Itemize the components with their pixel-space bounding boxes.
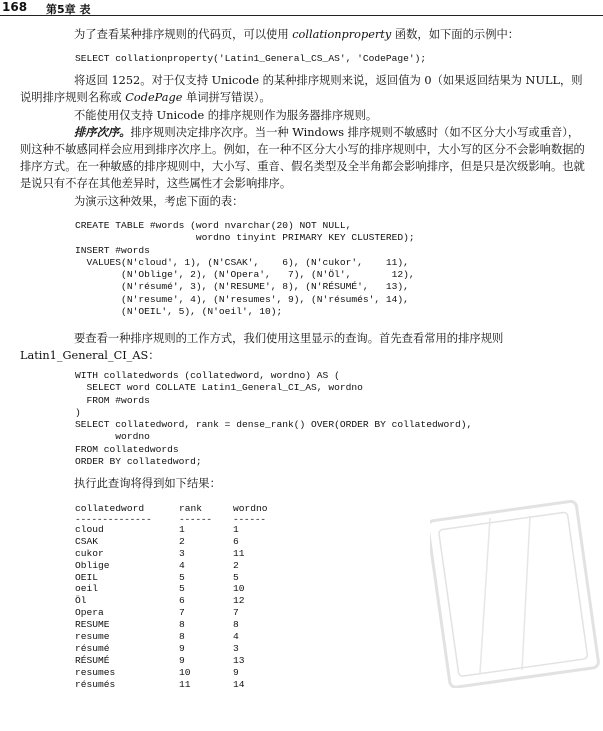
cell-rank: 6	[179, 595, 185, 607]
cell-wordno: 14	[233, 678, 245, 690]
table-row	[75, 619, 293, 631]
cell-word: OEIL	[75, 571, 99, 583]
cell-wordno: 4	[233, 631, 239, 643]
cell-word: résumé	[75, 642, 110, 654]
table-row	[75, 595, 293, 607]
results-table	[75, 503, 293, 691]
paragraph-demo-intro: 为演示这种效果，考虑下面的表：	[74, 195, 244, 208]
paragraph-codepage: 为了查看某种排序规则的代码页，可以使用 collationproperty 函数，如下面的示例中：	[74, 28, 520, 41]
cell-word: resume	[75, 631, 110, 643]
cell-word: Oblige	[75, 559, 110, 571]
table-row	[75, 631, 293, 643]
cell-word: Öl	[75, 595, 87, 607]
table-row	[75, 572, 293, 584]
results-separator-row	[75, 515, 293, 524]
header-rule	[0, 15, 603, 16]
header-collatedword: collatedword	[75, 503, 145, 514]
cell-word: Opera	[75, 607, 104, 619]
table-row	[75, 667, 293, 679]
cell-wordno: 6	[233, 535, 239, 547]
cell-wordno: 8	[233, 619, 239, 631]
cell-word: RESUME	[75, 619, 110, 631]
cell-wordno: 7	[233, 607, 239, 619]
cell-rank: 9	[179, 654, 185, 666]
cell-rank: 4	[179, 559, 185, 571]
cell-word: CSAK	[75, 535, 99, 547]
page-header	[0, 0, 603, 18]
cell-word: RÉSUMÉ	[75, 654, 110, 666]
table-row	[75, 679, 293, 691]
table-row	[75, 643, 293, 655]
cell-rank: 10	[179, 666, 191, 678]
table-row	[75, 536, 293, 548]
cell-word: cloud	[75, 523, 104, 535]
cell-rank: 3	[179, 547, 185, 559]
table-row	[75, 607, 293, 619]
code-query: WITH collatedwords (collatedword, wordno) AS ( SELECT word COLLATE Latin1_General_CI_AS, wordno FROM #words ) SELECT collatedword, rank = dense_rank() OVER(ORDER BY collatedword), wordno FROM collatedwords ORDER BY collatedword;	[75, 370, 473, 468]
table-row	[75, 655, 293, 667]
cell-wordno: 13	[233, 654, 245, 666]
paragraph-results-intro: 执行此查询将得到如下结果：	[74, 477, 221, 490]
header-wordno: wordno	[233, 503, 268, 514]
cell-rank: 5	[179, 583, 185, 595]
cell-rank: 9	[179, 642, 185, 654]
chapter-title: 第5章 表	[46, 3, 91, 16]
cell-wordno: 1	[233, 523, 239, 535]
separator-dashes: ------	[233, 513, 266, 525]
cell-rank: 1	[179, 523, 185, 535]
separator-dashes: ------	[179, 513, 212, 525]
cell-word: cukor	[75, 547, 104, 559]
cell-rank: 8	[179, 619, 185, 631]
cell-wordno: 5	[233, 571, 239, 583]
cell-wordno: 9	[233, 666, 239, 678]
paragraph-returns: 将返回 1252。对于仅支持 Unicode 的某种排序规则来说，返回值为 0（如果返回结果为 NULL，则说明排序规则名称或 CodePage 单词拼写错误）。	[20, 74, 583, 104]
code-collationproperty: SELECT collationproperty('Latin1_General_CS_AS', 'CodePage');	[75, 53, 427, 64]
cell-wordno: 10	[233, 583, 245, 595]
separator-dashes: --------------	[75, 513, 152, 525]
cell-rank: 7	[179, 607, 185, 619]
cell-word: resumes	[75, 666, 116, 678]
cell-rank: 5	[179, 571, 185, 583]
cell-wordno: 11	[233, 547, 245, 559]
paragraph-unicode-only: 不能使用仅支持 Unicode 的排序规则作为服务器排序规则。	[74, 109, 378, 122]
cell-rank: 8	[179, 631, 185, 643]
table-row	[75, 548, 293, 560]
cell-wordno: 2	[233, 559, 239, 571]
cell-rank: 11	[179, 678, 191, 690]
table-row	[75, 524, 293, 536]
header-rank: rank	[179, 503, 203, 514]
cell-wordno: 3	[233, 642, 239, 654]
watermark-stamp	[430, 498, 600, 688]
cell-word: résumés	[75, 678, 116, 690]
cell-rank: 2	[179, 535, 185, 547]
table-row	[75, 583, 293, 595]
code-create-table: CREATE TABLE #words (word nvarchar(20) NOT NULL, wordno tinyint PRIMARY KEY CLUSTERED); INSERT #words VALUES(N'cloud', 1), (N'CSAK', 6), (N'cukor', 11), (N'Oblige', 2), (N'Opera', 7), (N'Öl', 12), (N'résumé', 3), (N'RESUME', 8), (N'RÉSUMÉ', 13), (N'resume', 4), (N'resumes', 9), (N'résumés', 14), (N'OEIL', 5), (N'oeil', 10);	[75, 220, 415, 318]
paragraph-sort-order: 排序次序。排序规则决定排序次序。当一种 Windows 排序规则不敏感时（如不区分大小写或重音），则这种不敏感同样会应用到排序次序上。例如，在一种不区分大小写的排序规则中，大小写的区分不会影响数据的排序方式。在一种敏感的排序规则中，大小写、重音、假名类型及全半角都会影响排序，但是只是次级影响。也就是说只有不存在其他差异时，这些属性才会影响排序。	[20, 125, 585, 190]
cell-wordno: 12	[233, 595, 245, 607]
page-number: 168	[2, 0, 28, 14]
paragraph-query-intro: 要查看一种排序规则的工作方式，我们使用这里显示的查询。首先查看常用的排序规则 Latin1_General_CI_AS：	[20, 332, 504, 362]
cell-word: oeil	[75, 583, 99, 595]
table-row	[75, 560, 293, 572]
